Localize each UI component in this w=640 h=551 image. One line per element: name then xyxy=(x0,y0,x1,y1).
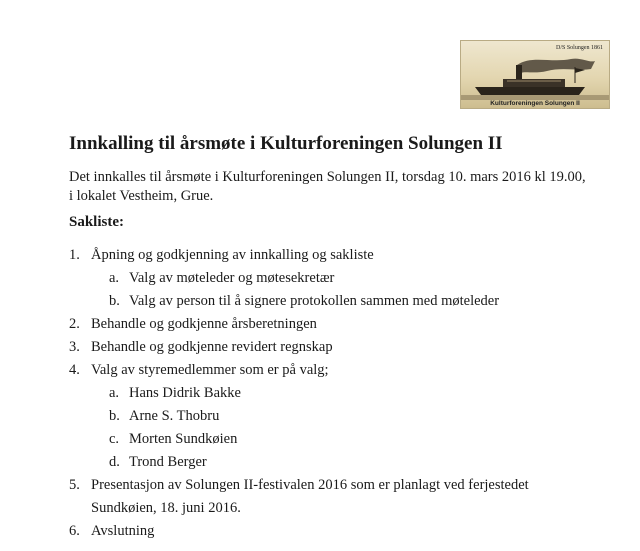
candidate-name: Arne S. Thobru xyxy=(129,408,220,424)
subitem-letter: a. xyxy=(109,385,120,401)
item-text: Åpning og godkjenning av innkalling og sakliste xyxy=(91,247,374,263)
intro-line-2: i lokalet Vestheim, Grue. xyxy=(69,188,214,204)
item-text: Behandle og godkjenne årsberetningen xyxy=(91,316,317,332)
subitem-text: Valg av møteleder og møtesekretær xyxy=(129,270,335,286)
item-text: Avslutning xyxy=(91,523,155,539)
agenda-heading: Sakliste: xyxy=(69,214,125,230)
item-number: 1. xyxy=(69,247,80,263)
logo xyxy=(460,40,610,109)
document-title: Innkalling til årsmøte i Kulturforeningen Solungen II xyxy=(69,133,503,154)
item-number: 3. xyxy=(69,339,80,355)
candidate-name: Hans Didrik Bakke xyxy=(129,385,241,401)
subitem-letter: a. xyxy=(109,270,120,286)
item-number: 5. xyxy=(69,477,80,493)
item-text: Presentasjon av Solungen II-festivalen 2016 som er planlagt ved ferjestedet xyxy=(91,477,529,493)
item-text: Valg av styremedlemmer som er på valg; xyxy=(91,362,329,378)
logo-top-text: D/S Solungen 1861 xyxy=(555,45,603,51)
item-number: 4. xyxy=(69,362,80,378)
item-number: 6. xyxy=(69,523,80,539)
candidate-name: Morten Sundkøien xyxy=(129,431,238,447)
candidate-name: Trond Berger xyxy=(129,454,207,470)
item-text: Behandle og godkjenne revidert regnskap xyxy=(91,339,333,355)
intro-line-1: Det innkalles til årsmøte i Kulturforeningen Solungen II, torsdag 10. mars 2016 kl 19.00, xyxy=(69,169,586,185)
item-number: 2. xyxy=(69,316,80,332)
intro-paragraph xyxy=(69,168,589,206)
logo-caption: Kulturforeningen Solungen II xyxy=(490,100,580,107)
item-text-continued: Sundkøien, 18. juni 2016. xyxy=(91,500,241,516)
subitem-letter: b. xyxy=(109,408,120,424)
steamboat-illustration xyxy=(461,41,609,108)
subitem-letter: b. xyxy=(109,293,120,309)
subitem-text: Valg av person til å signere protokollen sammen med møteleder xyxy=(129,293,500,309)
subitem-letter: d. xyxy=(109,454,120,470)
subitem-letter: c. xyxy=(109,431,120,447)
